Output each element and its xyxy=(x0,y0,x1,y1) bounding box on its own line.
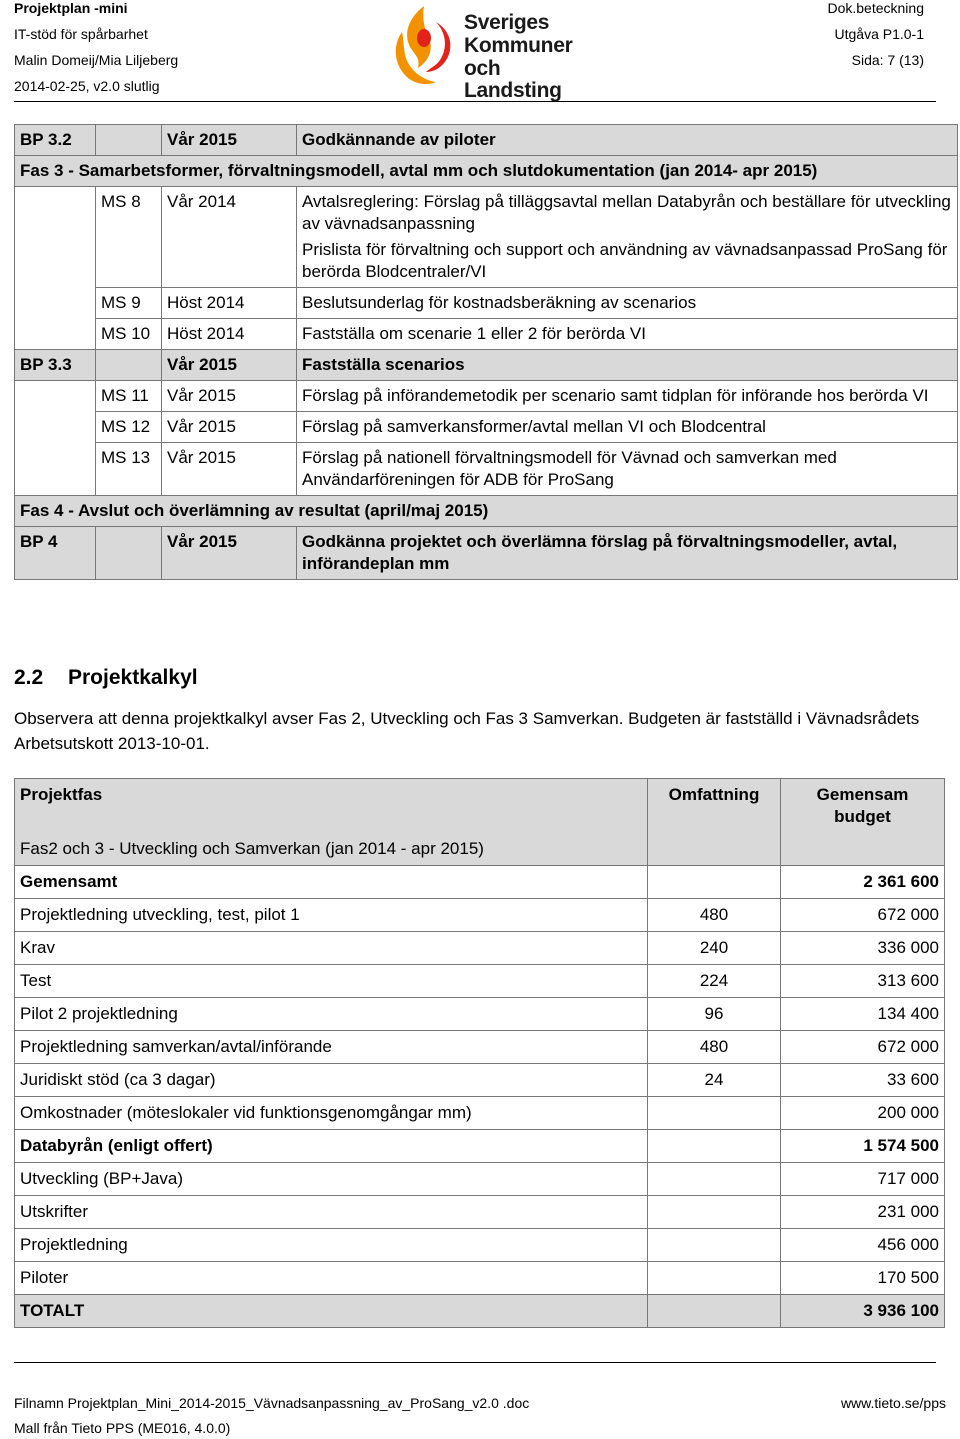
row-budget: 717 000 xyxy=(781,1163,945,1196)
table-row xyxy=(15,1262,945,1295)
row-label: Projektledning utveckling, test, pilot 1 xyxy=(15,899,648,932)
row-label: Projektledning xyxy=(15,1229,648,1262)
desc-cell: Fastställa scenarios xyxy=(297,350,958,381)
row-label: Projektledning samverkan/avtal/införande xyxy=(15,1031,648,1064)
row-label: Omkostnader (möteslokaler vid funktionsgenomgångar mm) xyxy=(15,1097,648,1130)
row-budget: 2 361 600 xyxy=(781,866,945,899)
desc-paragraph: Prislista för förvaltning och support och användning av vävnadsanpassad ProSang för berörda Blodcentraler/VI xyxy=(302,240,948,281)
phase-row xyxy=(15,156,958,187)
row-omfattning xyxy=(648,1229,781,1262)
bp-cell: BP 4 xyxy=(15,527,96,580)
doc-title: Projektplan -mini xyxy=(14,0,128,16)
bp-cell: BP 3.2 xyxy=(15,125,96,156)
desc-cell: Förslag på samverkansformer/avtal mellan VI och Blodcentral xyxy=(297,412,958,443)
row-omfattning: 96 xyxy=(648,998,781,1031)
table-row xyxy=(15,1196,945,1229)
row-budget: 336 000 xyxy=(781,932,945,965)
table-row xyxy=(15,998,945,1031)
footer-divider xyxy=(14,1362,936,1363)
row-label: Krav xyxy=(15,932,648,965)
row-label: Utskrifter xyxy=(15,1196,648,1229)
desc-cell: Förslag på nationell förvaltningsmodell för Vävnad och samverkan med Användarföreningen för ADB för ProSang xyxy=(297,443,958,496)
table-row xyxy=(15,866,945,899)
footer-filename: Filnamn Projektplan_Mini_2014-2015_Vävnadsanpassning_av_ProSang_v2.0 .doc xyxy=(14,1395,530,1411)
logo-line-3: och Landsting xyxy=(464,57,562,102)
footer-url: www.tieto.se/pps xyxy=(840,1395,946,1411)
table-row xyxy=(15,1064,945,1097)
phase-title: Fas 3 - Samarbetsformer, förvaltningsmodell, avtal mm och slutdokumentation (jan 2014- apr 2015) xyxy=(15,156,958,187)
phase-title: Fas 4 - Avslut och överlämning av resultat (april/maj 2015) xyxy=(15,496,958,527)
page-number: Sida: 7 (13) xyxy=(851,52,924,68)
row-budget: 313 600 xyxy=(781,965,945,998)
col-header-budget: Gemensam budget xyxy=(781,779,945,834)
ms-cell: MS 9 xyxy=(96,288,162,319)
logo-line-1: Sveriges xyxy=(464,11,550,34)
skl-logo-icon xyxy=(386,2,462,88)
table-row xyxy=(15,412,958,443)
row-label: Test xyxy=(15,965,648,998)
row-budget: 456 000 xyxy=(781,1229,945,1262)
row-budget: 1 574 500 xyxy=(781,1130,945,1163)
row-label: Piloter xyxy=(15,1262,648,1295)
doc-subtitle: IT-stöd för spårbarhet xyxy=(14,26,148,42)
when-cell: Höst 2014 xyxy=(162,288,297,319)
table-row xyxy=(15,381,958,412)
row-label: Databyrån (enligt offert) xyxy=(15,1130,648,1163)
desc-cell: Godkännande av piloter xyxy=(297,125,958,156)
budget-table xyxy=(14,778,945,1328)
doc-authors: Malin Domeij/Mia Liljeberg xyxy=(14,52,179,68)
row-omfattning: 224 xyxy=(648,965,781,998)
row-omfattning xyxy=(648,1262,781,1295)
row-label: Gemensamt xyxy=(15,866,648,899)
total-label: TOTALT xyxy=(15,1295,648,1328)
section-number: 2.2 xyxy=(14,666,44,689)
section-title: Projektkalkyl xyxy=(68,666,198,689)
row-label: Utveckling (BP+Java) xyxy=(15,1163,648,1196)
table-row xyxy=(15,1031,945,1064)
desc-cell: Förslag på införandemetodik per scenario samt tidplan för införande hos berörda VI xyxy=(297,381,958,412)
row-budget: 672 000 xyxy=(781,1031,945,1064)
total-row xyxy=(15,1295,945,1328)
desc-cell: Fastställa om scenarie 1 eller 2 för berörda VI xyxy=(297,319,958,350)
table-row xyxy=(15,899,945,932)
row-omfattning xyxy=(648,1130,781,1163)
table-row xyxy=(15,965,945,998)
table-row xyxy=(15,187,958,288)
desc-cell: Beslutsunderlag för kostnadsberäkning av scenarios xyxy=(297,288,958,319)
bp-cell: BP 3.3 xyxy=(15,350,96,381)
row-omfattning: 24 xyxy=(648,1064,781,1097)
row-budget: 134 400 xyxy=(781,998,945,1031)
ms-cell: MS 10 xyxy=(96,319,162,350)
table-row xyxy=(15,932,945,965)
col-header-fas: Projektfas xyxy=(15,779,648,834)
when-cell: Vår 2015 xyxy=(162,443,297,496)
table-row xyxy=(15,443,958,496)
when-cell: Vår 2015 xyxy=(162,381,297,412)
table-header-row xyxy=(15,779,945,834)
table-row xyxy=(15,833,945,866)
when-cell: Höst 2014 xyxy=(162,319,297,350)
when-cell: Vår 2015 xyxy=(162,412,297,443)
row-label: Pilot 2 projektledning xyxy=(15,998,648,1031)
section-heading xyxy=(14,666,198,690)
row-omfattning xyxy=(648,1097,781,1130)
desc-cell xyxy=(297,187,958,288)
row-budget: 200 000 xyxy=(781,1097,945,1130)
row-budget: 231 000 xyxy=(781,1196,945,1229)
milestone-table xyxy=(14,124,958,580)
row-budget: 170 500 xyxy=(781,1262,945,1295)
ms-cell: MS 8 xyxy=(96,187,162,288)
logo-line-2: Kommuner xyxy=(464,34,573,57)
table-row xyxy=(15,1130,945,1163)
ms-cell: MS 11 xyxy=(96,381,162,412)
desc-cell: Godkänna projektet och överlämna förslag på förvaltningsmodeller, avtal, införandeplan mm xyxy=(297,527,958,580)
row-omfattning xyxy=(648,1196,781,1229)
doc-label: Dok.beteckning xyxy=(827,0,924,16)
when-cell: Vår 2014 xyxy=(162,187,297,288)
row-omfattning: 480 xyxy=(648,1031,781,1064)
doc-edition: Utgåva P1.0-1 xyxy=(834,26,924,42)
col-header-omfattning: Omfattning xyxy=(648,779,781,866)
phase-row xyxy=(15,496,958,527)
row-budget: 672 000 xyxy=(781,899,945,932)
row-omfattning xyxy=(648,866,781,899)
desc-paragraph: Avtalsreglering: Förslag på tilläggsavtal mellan Databyrån och beställare för utveckling av vävnadsanpassning xyxy=(302,192,951,233)
table-row xyxy=(15,319,958,350)
table-row xyxy=(15,1097,945,1130)
skl-logo xyxy=(386,2,596,102)
row-omfattning: 240 xyxy=(648,932,781,965)
footer-template: Mall från Tieto PPS (ME016, 4.0.0) xyxy=(14,1420,231,1436)
table-row xyxy=(15,527,958,580)
phase-cell: Fas2 och 3 - Utveckling och Samverkan (jan 2014 - apr 2015) xyxy=(15,833,648,866)
row-omfattning xyxy=(648,1163,781,1196)
row-omfattning: 480 xyxy=(648,899,781,932)
when-cell: Vår 2015 xyxy=(162,350,297,381)
when-cell: Vår 2015 xyxy=(162,527,297,580)
ms-cell: MS 12 xyxy=(96,412,162,443)
ms-cell: MS 13 xyxy=(96,443,162,496)
row-label: Juridiskt stöd (ca 3 dagar) xyxy=(15,1064,648,1097)
table-row xyxy=(15,1163,945,1196)
header-divider xyxy=(14,101,936,102)
table-row xyxy=(15,1229,945,1262)
when-cell: Vår 2015 xyxy=(162,125,297,156)
row-budget: 33 600 xyxy=(781,1064,945,1097)
table-row xyxy=(15,125,958,156)
intro-paragraph: Observera att denna projektkalkyl avser Fas 2, Utveckling och Fas 3 Samverkan. Budgeten är fastställd i Vävnadsrådets Arbetsutskott 2013-10-01. xyxy=(14,709,920,753)
table-row xyxy=(15,288,958,319)
total-budget: 3 936 100 xyxy=(781,1295,945,1328)
table-row xyxy=(15,350,958,381)
doc-date-version: 2014-02-25, v2.0 slutlig xyxy=(14,78,160,94)
